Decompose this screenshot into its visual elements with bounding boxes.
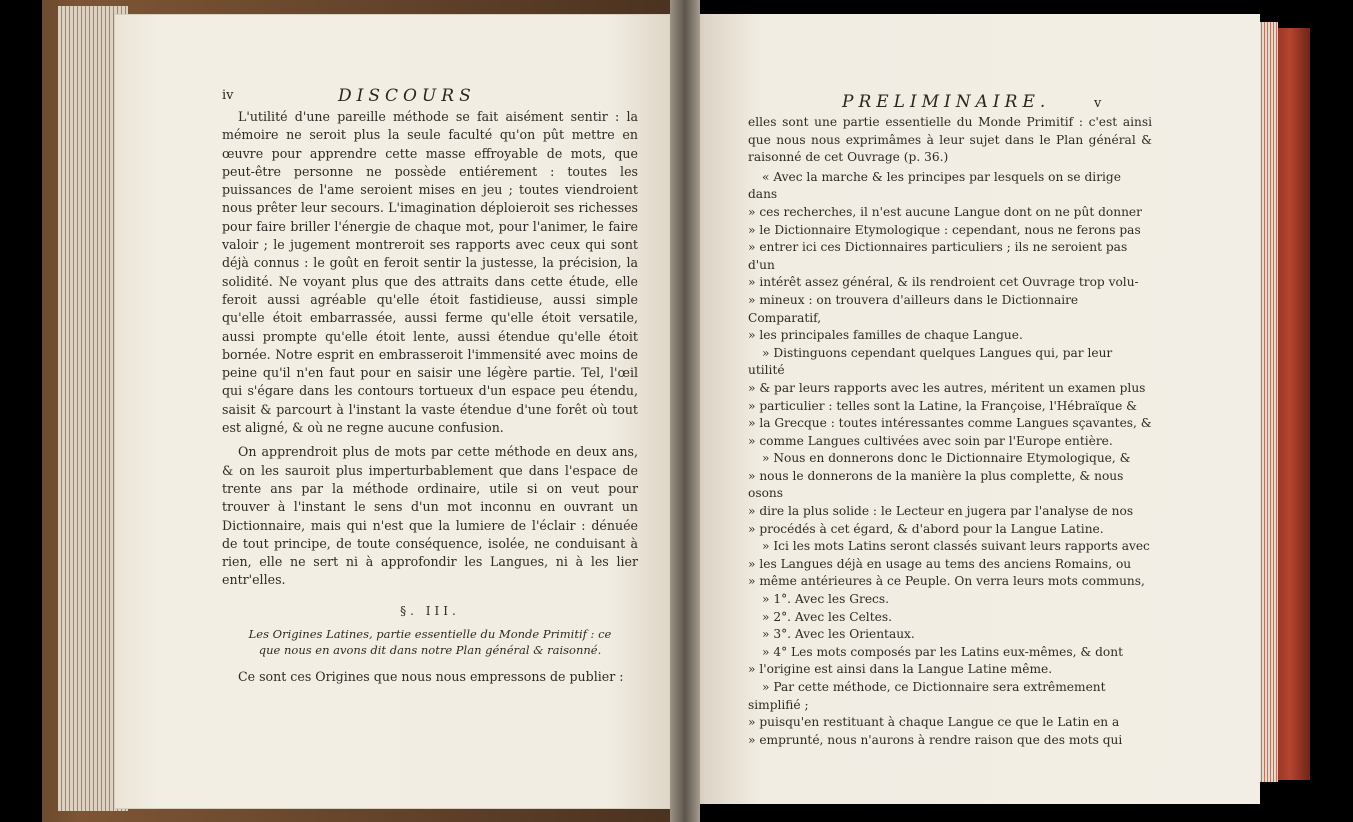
- quote-line: » 3°. Avec les Orientaux.: [762, 627, 915, 642]
- right-folio: v: [1094, 96, 1102, 111]
- quote-line: » puisqu'en restituant à chaque Langue ce que le Latin en a: [748, 715, 1120, 730]
- book-gutter: [670, 0, 700, 822]
- quote-line: » 2°. Avec les Celtes.: [762, 609, 892, 624]
- quote-line: » Nous en donnerons donc le Dictionnaire Etymologique, &: [762, 451, 1131, 466]
- quote-line: » comme Langues cultivées avec soin par l'Europe entière.: [748, 433, 1113, 448]
- quote-line: » mineux : on trouvera d'ailleurs dans le Dictionnaire Comparatif,: [748, 292, 1079, 325]
- quote-line: » emprunté, nous n'aurons à rendre raison que des mots qui: [748, 732, 1123, 747]
- quote-line: » & par leurs rapports avec les autres, méritent un examen plus: [748, 380, 1146, 395]
- quote-line: » nous le donnerons de la manière la plus complette, & nous osons: [748, 468, 1124, 501]
- quote-line: « Avec la marche & les principes par lesquels on se dirige dans: [748, 169, 1121, 202]
- right-running-head: PRELIMINAIRE.: [842, 92, 1051, 112]
- quote-line: » dire la plus solide : le Lecteur en jugera par l'analyse de nos: [748, 504, 1134, 519]
- quote-line: » ces recherches, il n'est aucune Langue dont on ne pût donner: [748, 204, 1142, 219]
- right-page-body: [748, 114, 1152, 749]
- quoted-passage: [748, 169, 1152, 750]
- left-paragraph-1: L'utilité d'une pareille méthode se fait aisément sentir : la mémoire ne seroit plus la seule faculté qu'on pût mettre en œuvre pour apprendre cette masse effroyable de mots, que peut-être personne ne possède entiérement : toutes les puissances de l'ame seroient mises en jeu ; toutes viendroient nous prêter leur secours. L'imagination déploieroit ses richesses pour faire briller l'énergie de chaque mot, pour l'animer, le faire valoir ; le jugement montreroit ses rapports avec ceux qui sont déjà connus : le goût en feroit sentir la justesse, la précision, la solidité. Ne voyant plus que des attraits dans cette étude, elle feroit aussi agréable qu'elle étoit fastidieuse, aussi simple qu'elle étoit embarrassée, aussi ferme qu'elle étoit versatile, aussi prompte qu'elle étoit lente, aussi étendue qu'elle étoit bornée. Notre esprit en embrasseroit l'immensité avec moins de peine qu'il n'en faut pour en saisir une légère partie. Tel, l'œil qui s'égare dans les contours tortueux d'un espace peu étendu, saisit & parcourt à l'instant la vaste étendue d'une forêt où tout est aligné, & où ne regne aucune confusion.: [222, 109, 638, 436]
- quote-line: » procédés à cet égard, & d'abord pour la Langue Latine.: [748, 521, 1104, 536]
- quote-line: » les Langues déjà en usage au tems des anciens Romains, ou: [748, 556, 1132, 571]
- left-folio: iv: [222, 88, 234, 103]
- section-heading: §. III.: [400, 603, 460, 618]
- section-caption: Les Origines Latines, partie essentielle du Monde Primitif : ce que nous en avons dit dans notre Plan général & raisonné.: [248, 627, 612, 658]
- quote-line: » le Dictionnaire Etymologique : cependant, nous ne ferons pas: [748, 222, 1141, 237]
- left-paragraph-2: On apprendroit plus de mots par cette méthode en deux ans, & on les sauroit plus imperturbablement que dans l'espace de trente ans par la méthode ordinaire, utile si on veut pour trouver à l'instant le sens d'un mot inconnu en ouvrant un Dictionnaire, mais qui n'est que la lumiere de l'éclair : dénuée de tout principe, de toute conséquence, isolée, ne conduisant à rien, elle ne sert ni à approfondir les Langues, ni à les lier entr'elles.: [222, 444, 638, 588]
- left-running-head: DISCOURS: [338, 86, 476, 106]
- quote-line: » 4° Les mots composés par les Latins eux-mêmes, & dont: [762, 644, 1123, 659]
- open-book: [42, 0, 1310, 822]
- quote-line: » particulier : telles sont la Latine, la Françoise, l'Hébraïque &: [748, 398, 1138, 413]
- quote-line: » même antérieures à ce Peuple. On verra leurs mots communs,: [748, 574, 1145, 589]
- left-page-body: [222, 108, 638, 686]
- quote-line: » la Grecque : toutes intéressantes comme Langues sçavantes, &: [748, 416, 1152, 431]
- quote-line: » Distinguons cependant quelques Langues qui, par leur utilité: [748, 345, 1113, 378]
- quote-line: » Par cette méthode, ce Dictionnaire sera extrêmement simplifié ;: [748, 680, 1106, 712]
- quote-line: » les principales familles de chaque Langue.: [748, 328, 1023, 343]
- quote-line: » intérêt assez général, & ils rendroient cet Ouvrage trop volu-: [748, 275, 1139, 290]
- right-paragraph-1: elles sont une partie essentielle du Monde Primitif : c'est ainsi que nous nous exprimâmes à leur sujet dans le Plan général & raisonné de cet Ouvrage (p. 36.): [748, 115, 1152, 165]
- quote-line: » l'origine est ainsi dans la Langue Latine même.: [748, 662, 1053, 677]
- quote-line: » 1°. Avec les Grecs.: [762, 592, 889, 607]
- quote-line: » entrer ici ces Dictionnaires particuliers ; ils ne seroient pas d'un: [748, 240, 1128, 272]
- quote-line: » Ici les mots Latins seront classés suivant leurs rapports avec: [762, 539, 1150, 554]
- left-paragraph-3: Ce sont ces Origines que nous nous empressons de publier :: [238, 669, 624, 685]
